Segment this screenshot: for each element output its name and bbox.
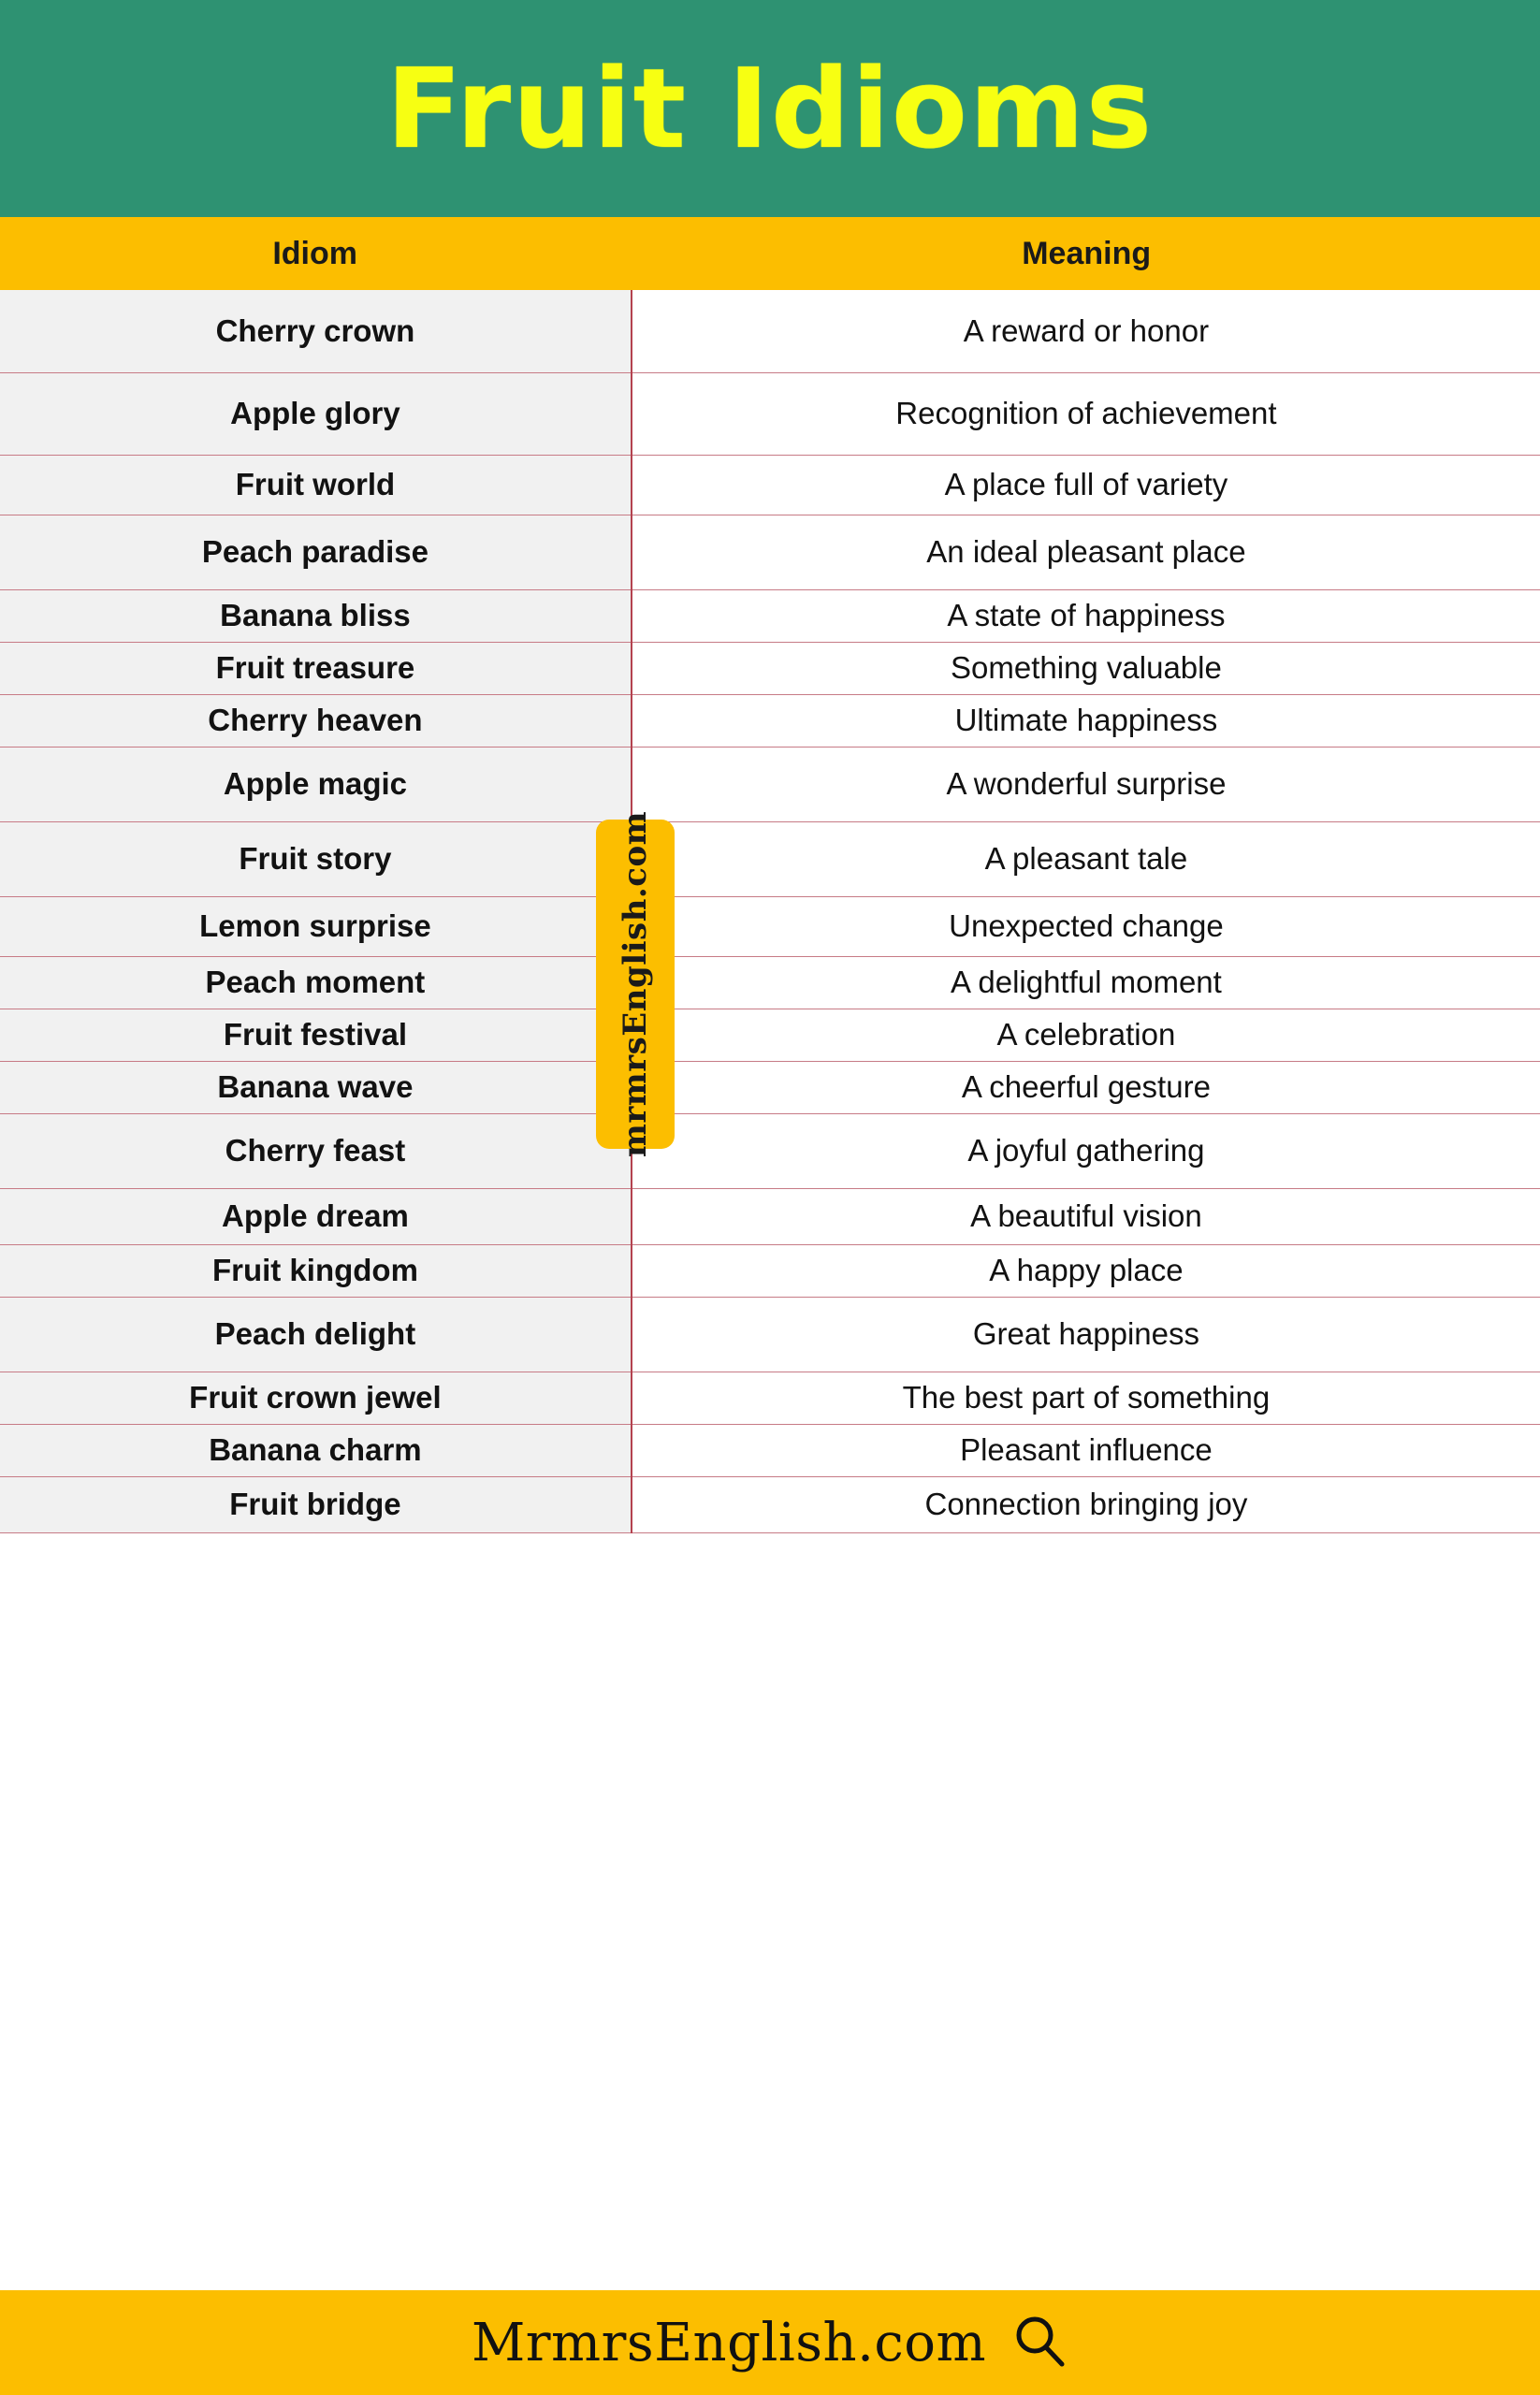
table-row	[0, 747, 1540, 821]
cell-idiom: Apple dream	[0, 1188, 632, 1244]
cell-meaning: A wonderful surprise	[632, 747, 1540, 821]
cell-meaning: A happy place	[632, 1244, 1540, 1297]
cell-idiom: Peach moment	[0, 956, 632, 1009]
cell-meaning: A beautiful vision	[632, 1188, 1540, 1244]
page-footer	[0, 2290, 1540, 2395]
watermark-label: mrmrsEnglish.com	[617, 810, 654, 1158]
cell-idiom: Banana bliss	[0, 589, 632, 642]
column-header-idiom: Idiom	[0, 217, 632, 290]
table-row	[0, 290, 1540, 372]
cell-idiom: Apple glory	[0, 372, 632, 455]
footer-site-name: MrmrsEnglish.com	[471, 2312, 987, 2373]
cell-idiom: Fruit bridge	[0, 1476, 632, 1532]
cell-meaning: Something valuable	[632, 642, 1540, 694]
cell-idiom: Fruit world	[0, 455, 632, 515]
table-row	[0, 1476, 1540, 1532]
table-row	[0, 642, 1540, 694]
table-row	[0, 956, 1540, 1009]
table-row	[0, 1009, 1540, 1061]
cell-idiom: Banana charm	[0, 1424, 632, 1476]
cell-idiom: Peach delight	[0, 1297, 632, 1372]
cell-idiom: Lemon surprise	[0, 896, 632, 956]
table-row	[0, 896, 1540, 956]
idioms-table	[0, 217, 1540, 1533]
table-row	[0, 455, 1540, 515]
cell-idiom: Cherry crown	[0, 290, 632, 372]
cell-meaning: Unexpected change	[632, 896, 1540, 956]
cell-meaning: The best part of something	[632, 1372, 1540, 1424]
table-row	[0, 694, 1540, 747]
table-row	[0, 1244, 1540, 1297]
column-header-meaning: Meaning	[632, 217, 1540, 290]
table-row	[0, 821, 1540, 896]
cell-meaning: Pleasant influence	[632, 1424, 1540, 1476]
cell-meaning: An ideal pleasant place	[632, 515, 1540, 589]
cell-idiom: Fruit kingdom	[0, 1244, 632, 1297]
cell-meaning: Recognition of achievement	[632, 372, 1540, 455]
table-body	[0, 290, 1540, 1532]
table-row	[0, 1061, 1540, 1113]
table-header-row	[0, 217, 1540, 290]
watermark-tab	[596, 810, 675, 1158]
cell-meaning: A place full of variety	[632, 455, 1540, 515]
cell-meaning: Ultimate happiness	[632, 694, 1540, 747]
table-row	[0, 372, 1540, 455]
cell-idiom: Peach paradise	[0, 515, 632, 589]
cell-meaning: A reward or honor	[632, 290, 1540, 372]
table-row	[0, 1188, 1540, 1244]
cell-meaning: A cheerful gesture	[632, 1061, 1540, 1113]
table-row	[0, 515, 1540, 589]
page-header	[0, 0, 1540, 217]
table-row	[0, 1424, 1540, 1476]
cell-idiom: Cherry heaven	[0, 694, 632, 747]
cell-idiom: Banana wave	[0, 1061, 632, 1113]
table-row	[0, 1297, 1540, 1372]
cell-idiom: Fruit festival	[0, 1009, 632, 1061]
table-row	[0, 1372, 1540, 1424]
cell-meaning: Great happiness	[632, 1297, 1540, 1372]
table-row	[0, 589, 1540, 642]
table-row	[0, 1113, 1540, 1188]
cell-idiom: Apple magic	[0, 747, 632, 821]
cell-idiom: Fruit crown jewel	[0, 1372, 632, 1424]
cell-idiom: Fruit story	[0, 821, 632, 896]
cell-idiom: Fruit treasure	[0, 642, 632, 694]
cell-meaning: A celebration	[632, 1009, 1540, 1061]
cell-meaning: A state of happiness	[632, 589, 1540, 642]
cell-idiom: Cherry feast	[0, 1113, 632, 1188]
cell-meaning: Connection bringing joy	[632, 1476, 1540, 1532]
page-title: Fruit Idioms	[385, 44, 1155, 173]
cell-meaning: A delightful moment	[632, 956, 1540, 1009]
cell-meaning: A pleasant tale	[632, 821, 1540, 896]
cell-meaning: A joyful gathering	[632, 1113, 1540, 1188]
search-icon	[1010, 2312, 1068, 2374]
